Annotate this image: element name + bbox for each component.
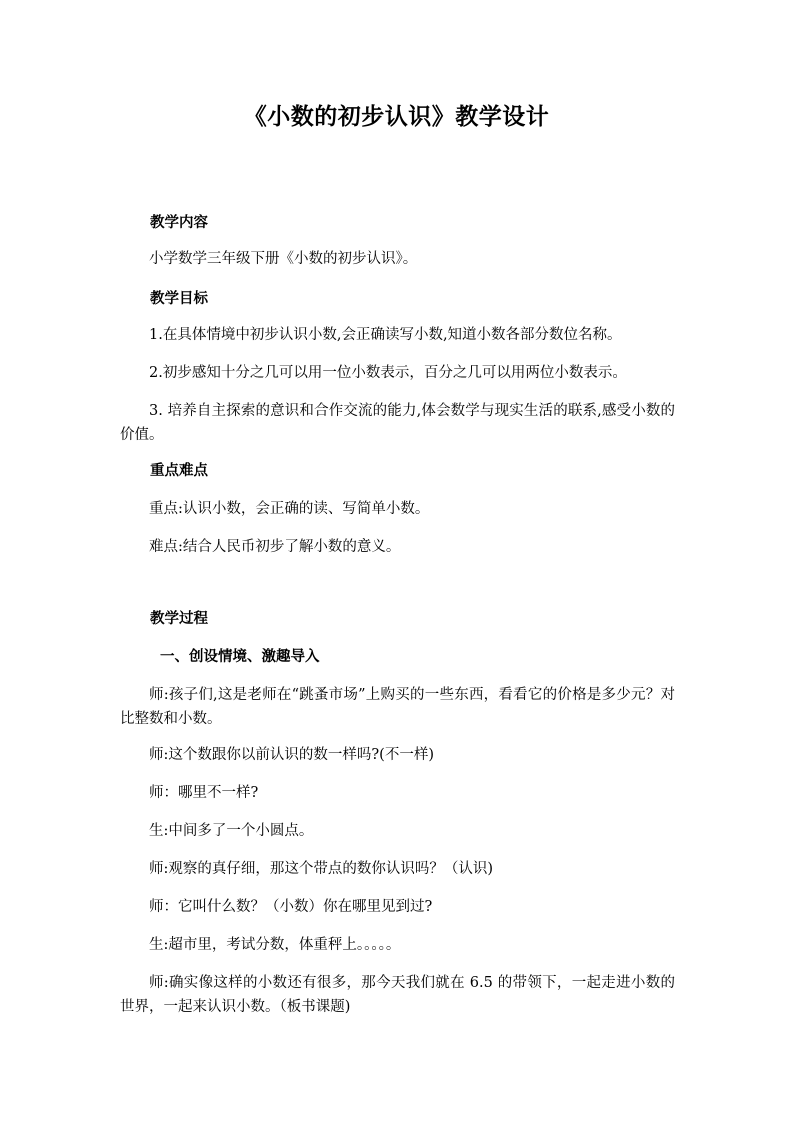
content-text: 小学数学三年级下册《小数的初步认识》。 xyxy=(149,251,418,267)
document-title: 《小数的初步认识》教学设计 xyxy=(243,103,550,130)
dialogue-line-2: 师:这个数跟你以前认识的数一样吗?(不一样) xyxy=(149,747,434,763)
difficult-point-text: 难点:结合人民币初步了解小数的意义。 xyxy=(149,539,401,555)
dialogue-line-1: 师:孩子们,这是老师在“跳蚤市场”上购买的一些东西，看看它的价格是多少元？对比整数和小数。 xyxy=(120,687,675,727)
dialogue-line-6: 师：它叫什么数？（小数）你在哪里见到过? xyxy=(149,899,433,915)
section-heading-goals: 教学目标 xyxy=(150,290,208,307)
dialogue-line-8: 师:确实像这样的小数还有很多，那今天我们就在 6.5 的带领下，一起走进小数的世界，一起来认识小数。（板书课题) xyxy=(120,975,675,1015)
dialogue-line-5: 师:观察的真仔细，那这个带点的数你认识吗？（认识) xyxy=(149,861,494,877)
dialogue-line-7: 生:超市里，考试分数，体重秤上。。。。。 xyxy=(149,937,401,953)
dialogue-line-4: 生:中间多了一个小圆点。 xyxy=(149,823,314,839)
section-heading-key-points: 重点难点 xyxy=(150,462,208,479)
section-heading-process: 教学过程 xyxy=(150,610,208,627)
step-heading-1: 一、创设情境、激趣导入 xyxy=(160,648,320,665)
dialogue-line-3: 师：哪里不一样? xyxy=(149,785,259,801)
goal-item-2: 2.初步感知十分之几可以用一位小数表示，百分之几可以用两位小数表示。 xyxy=(149,365,627,381)
goal-item-1: 1.在具体情境中初步认识小数,会正确读写小数,知道小数各部分数位名称。 xyxy=(149,327,622,343)
goal-item-3: 3. 培养自主探索的意识和合作交流的能力,体会数学与现实生活的联系,感受小数的价值。 xyxy=(120,403,675,443)
section-heading-content: 教学内容 xyxy=(150,214,208,231)
key-point-text: 重点:认识小数，会正确的读、写简单小数。 xyxy=(149,501,430,517)
